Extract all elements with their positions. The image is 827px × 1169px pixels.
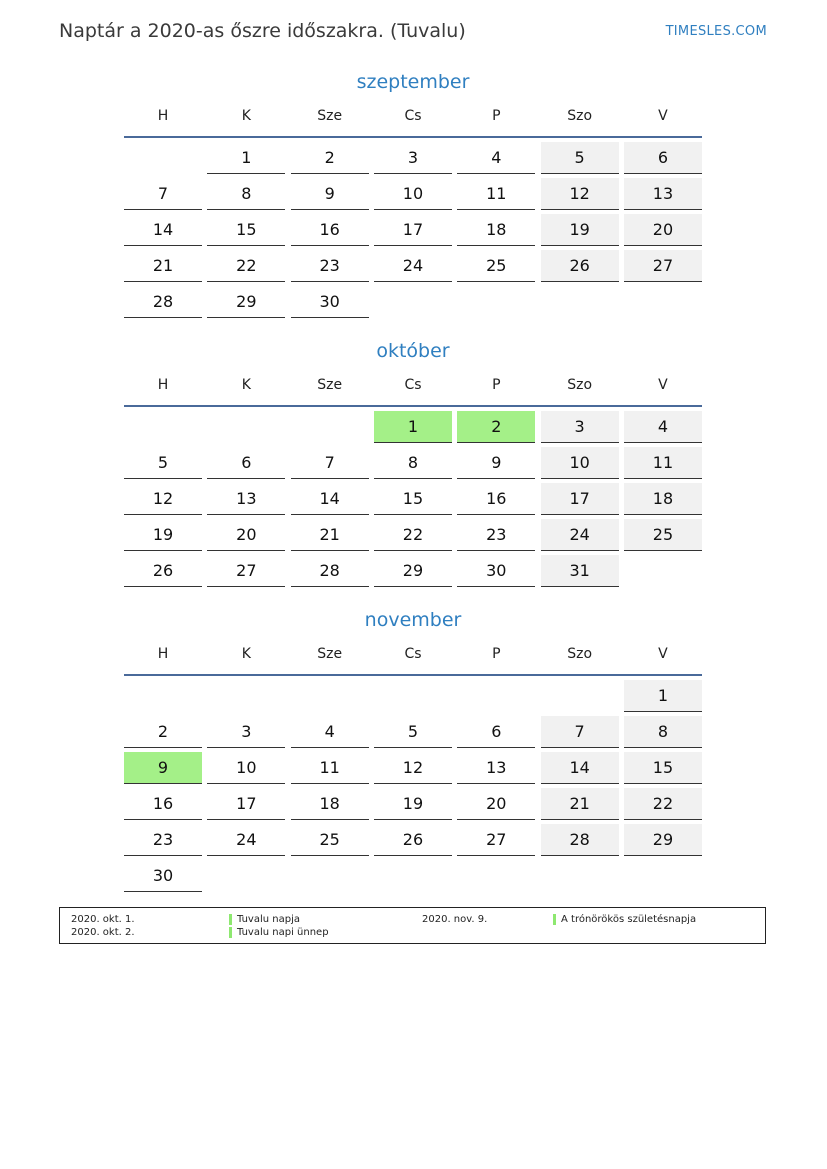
day-cell: 22	[624, 788, 702, 820]
day-cell: 26	[124, 555, 202, 587]
brand-link[interactable]: TIMESLES.COM	[665, 24, 767, 39]
empty-cell	[541, 680, 619, 712]
week-row	[124, 479, 702, 515]
day-cell: 4	[457, 142, 535, 174]
day-cell: 11	[457, 178, 535, 210]
empty-cell	[457, 680, 535, 712]
weekday-header	[124, 96, 702, 138]
empty-cell	[207, 680, 285, 712]
day-cell: 29	[374, 555, 452, 587]
week-row	[124, 820, 702, 856]
week-row	[124, 407, 702, 443]
legend-name: Tuvalu napi ünnep	[237, 927, 329, 938]
day-cell: 15	[624, 752, 702, 784]
day-cell: 23	[457, 519, 535, 551]
week-row	[124, 174, 702, 210]
day-cell: 15	[374, 483, 452, 515]
day-cell: 11	[291, 752, 369, 784]
month-1	[124, 68, 702, 318]
day-cell: 20	[457, 788, 535, 820]
empty-cell	[291, 411, 369, 443]
legend-date: 2020. okt. 1.	[71, 914, 135, 925]
weekday-label: Sze	[317, 377, 343, 393]
day-cell: 26	[541, 250, 619, 282]
weekday-header	[124, 365, 702, 407]
empty-cell	[374, 860, 452, 892]
day-cell: 28	[124, 286, 202, 318]
weekday-label: Cs	[404, 377, 422, 393]
empty-cell	[207, 860, 285, 892]
day-cell: 6	[457, 716, 535, 748]
weekday-label: Szo	[567, 108, 593, 124]
day-cell: 2	[291, 142, 369, 174]
holiday-marker	[229, 927, 232, 938]
weekday-label: Sze	[317, 646, 343, 662]
empty-cell	[291, 860, 369, 892]
day-cell: 8	[207, 178, 285, 210]
legend-name: A trónörökös születésnapja	[561, 914, 697, 925]
day-cell: 1	[374, 411, 452, 443]
weekday-label: H	[157, 108, 169, 124]
week-row	[124, 712, 702, 748]
day-cell: 23	[291, 250, 369, 282]
day-cell: 1	[624, 680, 702, 712]
day-cell: 16	[291, 214, 369, 246]
day-cell: 20	[624, 214, 702, 246]
day-cell: 11	[624, 447, 702, 479]
holiday-marker	[229, 914, 232, 925]
day-cell: 29	[624, 824, 702, 856]
week-row	[124, 856, 702, 892]
day-cell: 1	[207, 142, 285, 174]
week-row	[124, 515, 702, 551]
month-name: október	[376, 340, 450, 362]
weekday-label: Cs	[404, 646, 422, 662]
week-row	[124, 138, 702, 174]
day-cell: 7	[291, 447, 369, 479]
month-3	[124, 606, 702, 892]
day-cell: 20	[207, 519, 285, 551]
day-cell: 10	[207, 752, 285, 784]
legend-date: 2020. nov. 9.	[422, 914, 488, 925]
day-cell: 26	[374, 824, 452, 856]
empty-cell	[374, 680, 452, 712]
empty-cell	[124, 142, 202, 174]
day-cell: 8	[374, 447, 452, 479]
weekday-label: Sze	[317, 108, 343, 124]
day-cell: 24	[207, 824, 285, 856]
legend-name: Tuvalu napja	[237, 914, 300, 925]
week-row	[124, 443, 702, 479]
page-title: Naptár a 2020-as őszre időszakra. (Tuvalu)	[59, 20, 466, 42]
day-cell: 10	[374, 178, 452, 210]
day-cell: 17	[374, 214, 452, 246]
empty-cell	[124, 680, 202, 712]
day-cell: 18	[457, 214, 535, 246]
day-cell: 17	[541, 483, 619, 515]
week-row	[124, 551, 702, 587]
day-cell: 25	[624, 519, 702, 551]
empty-cell	[457, 286, 535, 318]
day-cell: 7	[124, 178, 202, 210]
day-cell: 27	[207, 555, 285, 587]
day-cell: 8	[624, 716, 702, 748]
day-cell: 14	[291, 483, 369, 515]
day-cell: 10	[541, 447, 619, 479]
weekday-label: K	[241, 646, 251, 662]
day-cell: 14	[541, 752, 619, 784]
day-cell: 19	[541, 214, 619, 246]
day-cell: 6	[624, 142, 702, 174]
empty-cell	[624, 555, 702, 587]
weekday-label: P	[492, 646, 501, 662]
month-name: november	[364, 609, 462, 631]
day-cell: 19	[124, 519, 202, 551]
weekday-label: K	[241, 108, 251, 124]
day-cell: 31	[541, 555, 619, 587]
day-cell: 16	[124, 788, 202, 820]
weekday-label: H	[157, 377, 169, 393]
day-cell: 9	[124, 752, 202, 784]
day-cell: 2	[124, 716, 202, 748]
day-cell: 9	[457, 447, 535, 479]
day-cell: 9	[291, 178, 369, 210]
day-cell: 23	[124, 824, 202, 856]
day-cell: 5	[541, 142, 619, 174]
day-cell: 21	[124, 250, 202, 282]
day-cell: 18	[624, 483, 702, 515]
month-2	[124, 337, 702, 587]
day-cell: 30	[457, 555, 535, 587]
day-cell: 18	[291, 788, 369, 820]
weekday-label: Szo	[567, 646, 593, 662]
weekday-label: V	[658, 108, 668, 124]
empty-cell	[541, 860, 619, 892]
day-cell: 30	[124, 860, 202, 892]
weekday-header	[124, 634, 702, 676]
day-cell: 2	[457, 411, 535, 443]
day-cell: 24	[374, 250, 452, 282]
weekday-label: Szo	[567, 377, 593, 393]
day-cell: 6	[207, 447, 285, 479]
day-cell: 4	[624, 411, 702, 443]
day-cell: 28	[541, 824, 619, 856]
day-cell: 21	[541, 788, 619, 820]
empty-cell	[374, 286, 452, 318]
weekday-label: P	[492, 377, 501, 393]
day-cell: 13	[624, 178, 702, 210]
week-row	[124, 246, 702, 282]
day-cell: 13	[207, 483, 285, 515]
day-cell: 27	[457, 824, 535, 856]
day-cell: 17	[207, 788, 285, 820]
day-cell: 19	[374, 788, 452, 820]
weekday-label: V	[658, 377, 668, 393]
day-cell: 28	[291, 555, 369, 587]
holiday-marker	[553, 914, 556, 925]
week-row	[124, 210, 702, 246]
day-cell: 15	[207, 214, 285, 246]
day-cell: 30	[291, 286, 369, 318]
day-cell: 21	[291, 519, 369, 551]
empty-cell	[207, 411, 285, 443]
day-cell: 22	[374, 519, 452, 551]
weekday-label: Cs	[404, 108, 422, 124]
day-cell: 27	[624, 250, 702, 282]
day-cell: 12	[374, 752, 452, 784]
empty-cell	[624, 286, 702, 318]
empty-cell	[541, 286, 619, 318]
day-cell: 12	[541, 178, 619, 210]
week-row	[124, 748, 702, 784]
day-cell: 14	[124, 214, 202, 246]
empty-cell	[457, 860, 535, 892]
weekday-label: H	[157, 646, 169, 662]
empty-cell	[124, 411, 202, 443]
day-cell: 12	[124, 483, 202, 515]
day-cell: 3	[207, 716, 285, 748]
day-cell: 3	[541, 411, 619, 443]
day-cell: 5	[124, 447, 202, 479]
week-row	[124, 282, 702, 318]
day-cell: 25	[457, 250, 535, 282]
month-name: szeptember	[356, 71, 470, 93]
empty-cell	[291, 680, 369, 712]
empty-cell	[624, 860, 702, 892]
day-cell: 4	[291, 716, 369, 748]
day-cell: 7	[541, 716, 619, 748]
day-cell: 3	[374, 142, 452, 174]
weekday-label: V	[658, 646, 668, 662]
holiday-legend	[59, 907, 766, 944]
day-cell: 16	[457, 483, 535, 515]
day-cell: 22	[207, 250, 285, 282]
day-cell: 5	[374, 716, 452, 748]
day-cell: 13	[457, 752, 535, 784]
day-cell: 25	[291, 824, 369, 856]
weekday-label: K	[241, 377, 251, 393]
weekday-label: P	[492, 108, 501, 124]
legend-date: 2020. okt. 2.	[71, 927, 135, 938]
week-row	[124, 784, 702, 820]
week-row	[124, 676, 702, 712]
day-cell: 29	[207, 286, 285, 318]
day-cell: 24	[541, 519, 619, 551]
